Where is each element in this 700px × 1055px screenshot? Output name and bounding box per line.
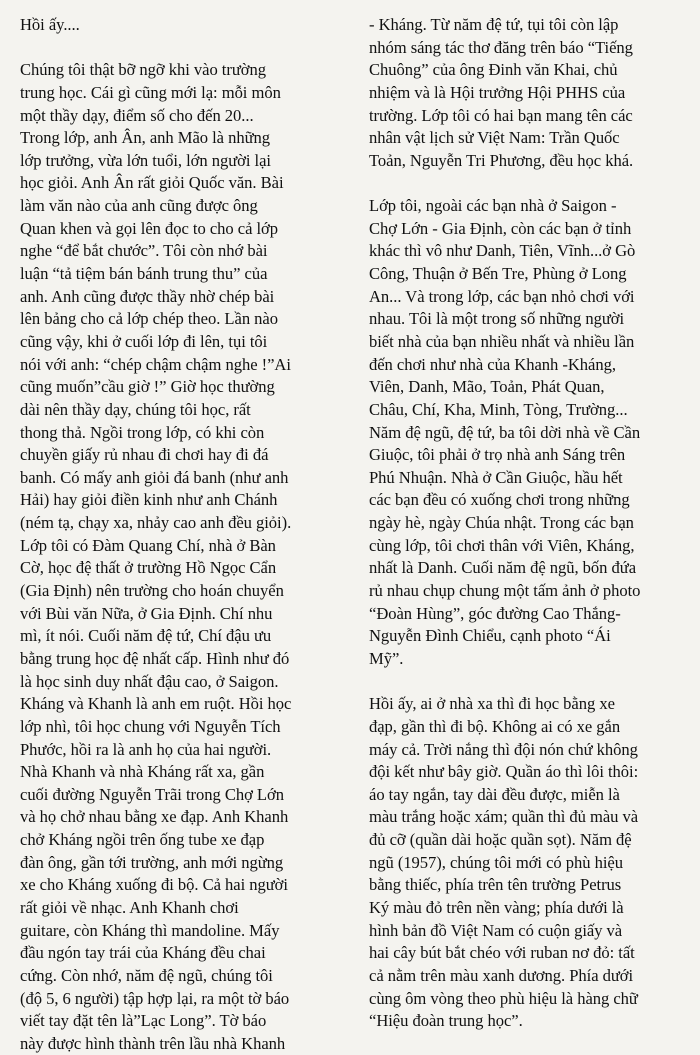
- text-line: áo tay ngắn, tay dài đều được, miễn là: [369, 784, 620, 804]
- text-line: anh. Anh cũng được thầy nhờ chép bài: [20, 286, 275, 306]
- text-line: Toản, Nguyễn Tri Phương, đều học khá.: [369, 150, 634, 170]
- text-line: đủ cỡ (quần dài hoặc quần sọt). Năm đệ: [369, 830, 632, 850]
- text-line: làm văn nào của anh cũng được ông: [20, 196, 258, 216]
- text-line: đạp, gần thì đi bộ. Không ai có xe gắn: [369, 716, 621, 736]
- text-line: cùng lớp, tôi chơi thân với Viên, Kháng,: [369, 535, 635, 555]
- text-line: “Hiệu đoàn trung học”.: [369, 1011, 523, 1031]
- text-line: trường. Lớp tôi có hai bạn mang tên các: [369, 105, 633, 125]
- text-line: lớp nhì, tôi học chung với Nguyễn Tích: [20, 716, 281, 736]
- text-line: Kháng và Khanh là anh em ruột. Hồi học: [20, 694, 292, 714]
- text-line: mì, ít nói. Cuối năm đệ tứ, Chí đậu ưu: [20, 626, 272, 646]
- text-line: Cờ, học đệ thất ở trường Hồ Ngọc Cẩn: [20, 558, 277, 578]
- right-paragraph-2: [369, 195, 687, 670]
- text-line: chuyền giấy rủ nhau đi chơi hay đi đá: [20, 445, 269, 465]
- right-paragraph-3: [369, 693, 687, 1033]
- text-line: Phước, hồi ra là anh họ của hai người.: [20, 739, 272, 759]
- text-line: màu trắng hoặc xám; quần thì đủ màu và: [369, 807, 639, 827]
- text-line: rất giỏi về nhạc. Anh Khanh chơi: [20, 897, 239, 917]
- text-line: (độ 5, 6 người) tập hợp lại, ra một tờ báo: [20, 988, 290, 1008]
- text-line: trung học. Cái gì cũng mới lạ: mỗi môn: [20, 82, 281, 102]
- text-line: cũng vậy, khi ở cuối lớp đi lên, tụi tôi: [20, 331, 268, 351]
- text-line: cả nằm trên màu xanh dương. Phía dưới: [369, 965, 634, 985]
- text-line: Lớp tôi, ngoài các bạn nhà ở Saigon -: [369, 196, 617, 216]
- text-line: này được hình thành trên lầu nhà Khanh: [20, 1033, 286, 1053]
- text-line: guitare, còn Kháng thì mandoline. Mấy: [20, 920, 280, 940]
- text-line: nói với anh: “chép chậm chậm nghe !”Ai: [20, 354, 291, 374]
- text-line: An... Và trong lớp, các bạn nhỏ chơi với: [369, 286, 635, 306]
- paragraph-gap: [369, 671, 687, 694]
- text-line: Lớp tôi có Đàm Quang Chí, nhà ở Bàn: [20, 535, 276, 555]
- text-line: hai cây bút bắt chéo với ruban nơ đỏ: tất: [369, 943, 635, 963]
- text-line: biết nhà của bạn nhiều nhất và nhiều lần: [369, 331, 635, 351]
- text-line: chở Kháng ngồi trên ống tube xe đạp: [20, 830, 265, 850]
- text-line: rủ nhau chụp chung một tấm ảnh ở photo: [369, 581, 641, 601]
- text-line: Hải) hay giỏi điền kinh như anh Chánh: [20, 490, 278, 510]
- left-paragraph: [20, 59, 348, 1055]
- text-line: Năm đệ ngũ, đệ tứ, ba tôi dời nhà về Cần: [369, 422, 641, 442]
- paragraph-gap: [20, 37, 348, 60]
- text-line: Hồi ấy, ai ở nhà xa thì đi học bằng xe: [369, 694, 615, 714]
- text-line: cũng muốn”cầu giờ !” Giờ học thường: [20, 377, 275, 397]
- text-line: Nguyễn Đình Chiểu, cạnh photo “Ái: [369, 626, 611, 646]
- text-line: một thầy dạy, điểm số cho đến 20...: [20, 105, 254, 125]
- text-line: cứng. Còn nhớ, năm đệ ngũ, chúng tôi: [20, 965, 273, 985]
- text-line: nhau. Tôi là một trong số những người: [369, 309, 625, 329]
- text-line: bằng trung học đệ nhất cấp. Hình như đó: [20, 648, 290, 668]
- text-line: lên bảng cho cả lớp chép theo. Lần nào: [20, 309, 278, 329]
- text-line: cuối đường Nguyễn Trãi trong Chợ Lớn: [20, 784, 284, 804]
- text-line: Chúng tôi thật bỡ ngỡ khi vào trường: [20, 60, 266, 80]
- text-line: bằng thiếc, phía trên tên trường Petrus: [369, 875, 622, 895]
- text-line: lớp trưởng, vừa lớn tuổi, lớn người lại: [20, 150, 271, 170]
- text-line: luận “tả tiệm bán bánh trung thu” của: [20, 264, 268, 284]
- text-line: và họ chở nhau bằng xe đạp. Anh Khanh: [20, 807, 289, 827]
- text-line: với Bùi văn Nữa, ở Gia Định. Chí nhu: [20, 603, 273, 623]
- text-line: đàn ông, gần tới trường, anh mới ngừng: [20, 852, 284, 872]
- text-line: “Đoàn Hùng”, góc đường Cao Thắng-: [369, 603, 621, 623]
- text-line: máy cả. Trời nắng thì đội nón chứ không: [369, 739, 638, 759]
- text-line: Mỹ”.: [369, 648, 404, 668]
- text-line: đội kết như bây giờ. Quần áo thì lôi thôi:: [369, 762, 639, 782]
- text-line: nhiệm và là Hội trưởng Hội PHHS của: [369, 82, 626, 102]
- right-paragraph-1: [369, 14, 687, 172]
- text-line: hình bản đồ Việt Nam có cuộn giấy và: [369, 920, 623, 940]
- text-line: Châu, Chí, Kha, Minh, Tòng, Trường...: [369, 399, 628, 419]
- section-heading: Hồi ấy....: [20, 15, 80, 34]
- text-line: nghe “để bắt chước”. Tôi còn nhớ bài: [20, 241, 268, 261]
- text-line: Chợ Lớn - Gia Định, còn các bạn ở tỉnh: [369, 218, 632, 238]
- text-line: cùng ôm vòng theo phù hiệu là hàng chữ: [369, 988, 638, 1008]
- paragraph-gap: [369, 172, 687, 195]
- text-line: xe cho Kháng xuống đi bộ. Cả hai người: [20, 875, 288, 895]
- text-line: thong thả. Ngồi trong lớp, có khi còn: [20, 422, 265, 442]
- text-line: ngày hè, ngày Chúa nhật. Trong các bạn: [369, 513, 634, 533]
- right-column: [369, 14, 687, 1033]
- text-line: Ký màu đỏ trên nền vàng; phía dưới là: [369, 897, 624, 917]
- text-line: viết tay đặt tên là”Lạc Long”. Tờ báo: [20, 1011, 267, 1031]
- text-line: Quan khen và gọi lên đọc to cho cả lớp: [20, 218, 279, 238]
- text-line: Viên, Danh, Mão, Toản, Phát Quan,: [369, 377, 605, 397]
- text-line: banh. Có mấy anh giỏi đá banh (như anh: [20, 467, 289, 487]
- left-column: [20, 14, 348, 1055]
- text-line: khác thì vô như Danh, Tiên, Vĩnh...ở Gò: [369, 241, 636, 261]
- text-line: nhất là Danh. Cuối năm đệ ngũ, bốn đứa: [369, 558, 637, 578]
- text-line: các bạn đều có xuống chơi trong những: [369, 490, 630, 510]
- text-line: ngũ (1957), chúng tôi mới có phù hiệu: [369, 852, 623, 872]
- text-line: (Gia Định) nên trường cho hoán chuyển: [20, 581, 284, 601]
- text-line: - Kháng. Từ năm đệ tứ, tụi tôi còn lập: [369, 15, 619, 34]
- text-line: nhân vật lịch sử Việt Nam: Trần Quốc: [369, 128, 620, 148]
- text-line: là học sinh duy nhất đậu cao, ở Saigon.: [20, 671, 279, 691]
- text-line: Chuông” của ông Đinh văn Khai, chủ: [369, 60, 618, 80]
- text-line: Giuộc, tôi phải ở trọ nhà anh Sáng trên: [369, 445, 626, 465]
- text-line: Trong lớp, anh Ân, anh Mão là những: [20, 128, 271, 148]
- text-line: Công, Thuận ở Bến Tre, Phùng ở Long: [369, 264, 627, 284]
- text-line: đầu ngón tay trái của Kháng đều chai: [20, 943, 266, 963]
- text-line: (ném tạ, chạy xa, nhảy cao anh đều giỏi).: [20, 513, 292, 533]
- text-line: đến chơi như nhà của Khanh -Kháng,: [369, 354, 616, 374]
- text-line: học giỏi. Anh Ân rất giỏi Quốc văn. Bài: [20, 173, 284, 193]
- text-line: nhóm sáng tác thơ đăng trên báo “Tiếng: [369, 37, 633, 57]
- text-line: dài nên thầy dạy, chúng tôi học, rất: [20, 399, 251, 419]
- text-line: Phú Nhuận. Nhà ở Cần Giuộc, hầu hết: [369, 467, 623, 487]
- text-line: Nhà Khanh và nhà Kháng rất xa, gần: [20, 762, 265, 782]
